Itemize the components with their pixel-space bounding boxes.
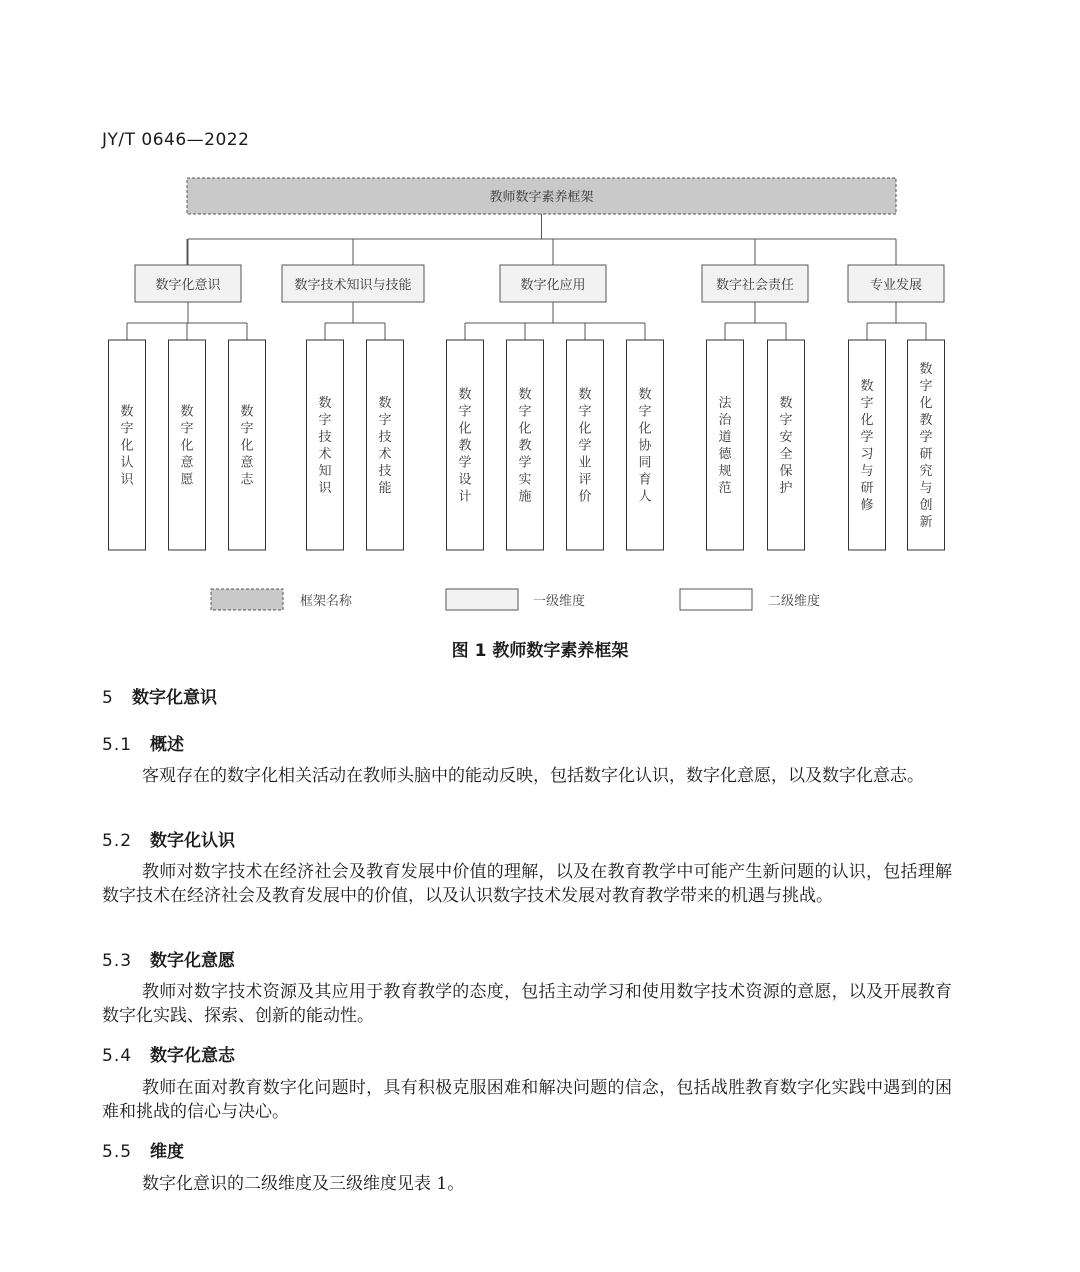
level2-label: 数字技术技能 <box>378 396 392 496</box>
subsection-number: 5.3 <box>102 951 133 971</box>
root-label: 教师数字素养框架 <box>489 190 594 205</box>
level2-label: 法治道德规范 <box>718 396 732 496</box>
subsection-title: 数字化认识 <box>150 831 235 851</box>
subsection-number: 5.1 <box>102 735 133 755</box>
legend-label: 二级维度 <box>768 594 821 609</box>
subsection-heading-5-5 <box>102 1137 184 1162</box>
level1-label: 数字化意识 <box>155 278 221 293</box>
level2-label: 数字化教学设计 <box>458 387 472 505</box>
level1-label: 专业发展 <box>869 278 923 293</box>
level2-label: 数字化学业评价 <box>578 387 592 505</box>
legend-swatch <box>680 589 752 610</box>
level2-box <box>849 340 886 550</box>
level2-label: 数字化意愿 <box>180 404 194 488</box>
level2-label: 数字化教学研究与创新 <box>919 362 933 530</box>
level2-label: 数字化教学实施 <box>518 387 532 505</box>
level2-box <box>307 340 344 550</box>
subsection-title: 概述 <box>150 735 184 755</box>
subsection-heading-5-2 <box>102 826 235 851</box>
level1-label: 数字化应用 <box>520 278 586 293</box>
level2-label: 数字技术知识 <box>318 396 332 496</box>
legend-label: 框架名称 <box>300 594 353 609</box>
level2-label: 数字安全保护 <box>779 396 793 496</box>
section-heading <box>102 683 217 708</box>
legend <box>211 589 820 610</box>
level2-label: 数字化学习与研修 <box>860 379 874 513</box>
level2-label: 数字化协同育人 <box>638 387 652 505</box>
level2-box <box>707 340 744 550</box>
subsection-title: 维度 <box>150 1142 184 1162</box>
subsection-heading-5-3 <box>102 946 235 971</box>
subsection-number: 5.4 <box>102 1046 133 1066</box>
level2-label: 数字化意志 <box>240 404 254 488</box>
paragraph-5-3: 教师对数字技术资源及其应用于教育教学的态度，包括主动学习和使用数字技术资源的意愿，以及开展教育数字化实践、探索、创新的能动性。 <box>102 982 952 1026</box>
subsection-heading-5-4 <box>102 1041 235 1066</box>
framework-diagram <box>0 0 1080 630</box>
paragraph-5-1: 客观存在的数字化相关活动在教师头脑中的能动反映，包括数字化认识，数字化意愿，以及数字化意志。 <box>142 766 924 786</box>
level2-label: 数字化认识 <box>120 404 134 488</box>
level2-box <box>367 340 404 550</box>
level1-label: 数字社会责任 <box>715 278 795 293</box>
subsection-title: 数字化意愿 <box>150 951 235 971</box>
paragraph-5-4: 教师在面对教育数字化问题时，具有积极克服困难和解决问题的信念，包括战胜教育数字化实践中遇到的困难和挑战的信心与决心。 <box>102 1078 952 1122</box>
subsection-number: 5.2 <box>102 831 133 851</box>
section-title: 数字化意识 <box>132 688 217 708</box>
document-id: JY/T 0646—2022 <box>102 130 250 150</box>
paragraph-5-2: 教师对数字技术在经济社会及教育发展中价值的理解，以及在教育教学中可能产生新问题的认识，包括理解数字技术在经济社会及教育发展中的价值，以及认识数字技术发展对教育教学带来的机遇与挑战。 <box>102 862 952 906</box>
level2-box <box>768 340 805 550</box>
level1-label: 数字技术知识与技能 <box>294 278 412 293</box>
legend-label: 一级维度 <box>533 594 586 609</box>
section-number: 5 <box>102 688 114 708</box>
subsection-heading-5-1 <box>102 730 184 755</box>
subsection-number: 5.5 <box>102 1142 133 1162</box>
legend-swatch <box>446 589 518 610</box>
figure-caption: 图 1 教师数字素养框架 <box>451 641 629 661</box>
paragraph-5-5: 数字化意识的二级维度及三级维度见表 1。 <box>142 1174 465 1194</box>
legend-swatch <box>211 589 283 610</box>
subsection-title: 数字化意志 <box>150 1046 235 1066</box>
